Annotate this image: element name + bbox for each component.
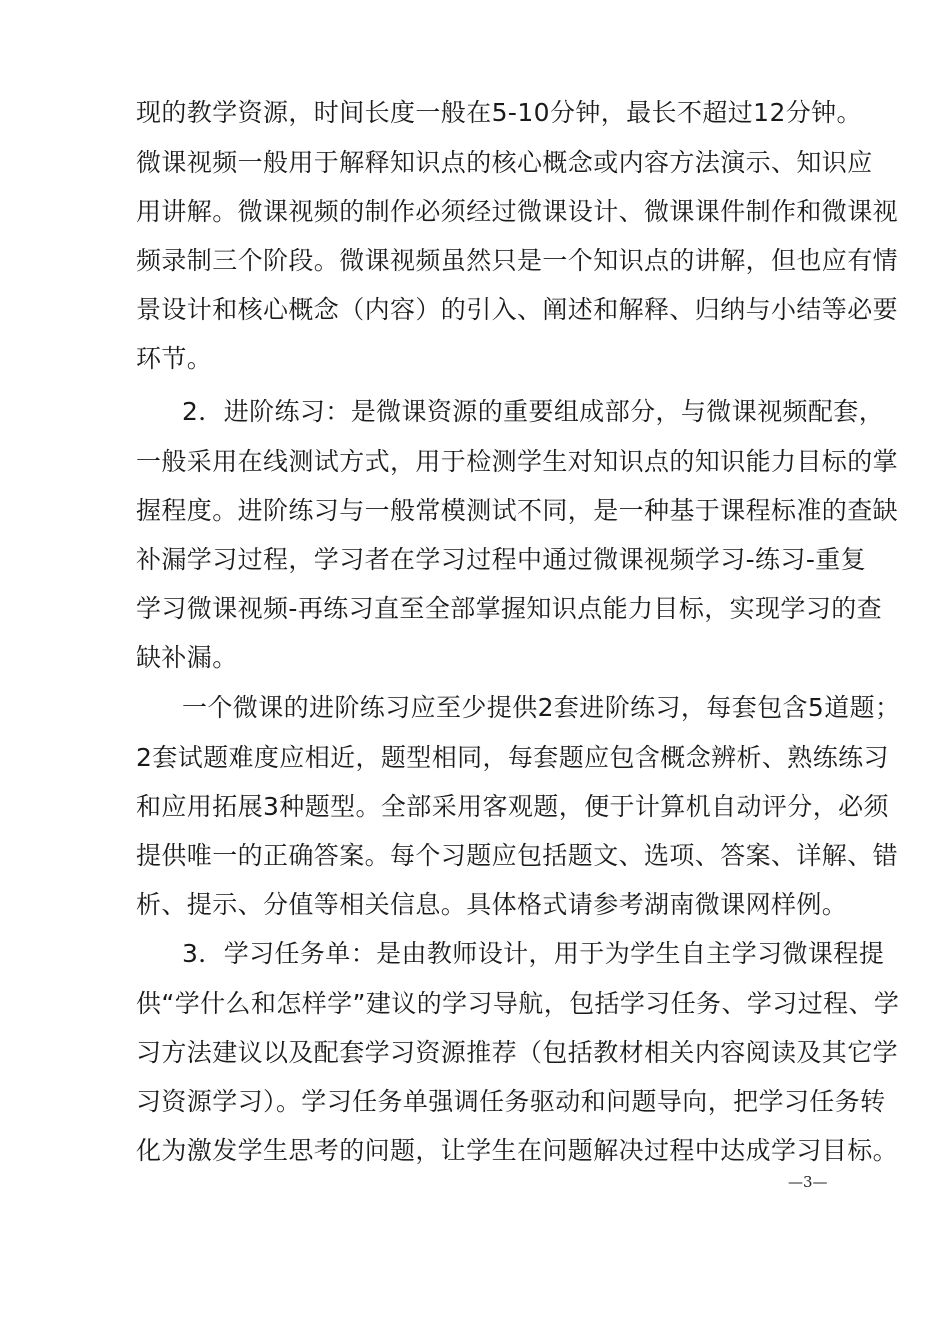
text-line: 2．进阶练习：是微课资源的重要组成部分，与微课视频配套， [182,397,885,426]
text-line: 环节。 [136,344,213,373]
text-line: 补漏学习过程，学习者在学习过程中通过微课视频学习-练习-重复 [136,545,867,574]
text-line: 频录制三个阶段。微课视频虽然只是一个知识点的讲解，但也应有情 [136,246,899,275]
text-line: 一般采用在线测试方式，用于检测学生对知识点的知识能力目标的掌 [136,447,899,476]
text-line: 现的教学资源，时间长度一般在5-10分钟，最长不超过12分钟。 [136,98,862,127]
text-line: 学习微课视频-再练习直至全部掌握知识点能力目标，实现学习的查 [136,594,883,623]
text-line: 2套试题难度应相近，题型相同，每套题应包含概念辨析、熟练练习 [136,743,889,772]
text-line: 微课视频一般用于解释知识点的核心概念或内容方法演示、知识应 [136,148,873,177]
text-line: 习资源学习）。学习任务单强调任务驱动和问题导向，把学习任务转 [136,1087,886,1116]
text-line: 和应用拓展3种题型。全部采用客观题，便于计算机自动评分，必须 [136,792,889,821]
text-line: 提供唯一的正确答案。每个习题应包括题文、选项、答案、详解、错 [136,841,899,870]
text-line: 握程度。进阶练习与一般常模测试不同，是一种基于课程标准的查缺 [136,496,899,525]
text-line: 一个微课的进阶练习应至少提供2套进阶练习，每套包含5道题； [182,693,901,722]
text-line: 供“学什么和怎样学”建议的学习导航，包括学习任务、学习过程、学 [136,989,900,1018]
text-line: 景设计和核心概念（内容）的引入、阐述和解释、归纳与小结等必要 [136,295,899,324]
page-number: —3— [788,1173,828,1191]
text-line: 用讲解。微课视频的制作必须经过微课设计、微课课件制作和微课视 [136,197,899,226]
text-line: 化为激发学生思考的问题，让学生在问题解决过程中达成学习目标。 [136,1136,899,1165]
text-line: 习方法建议以及配套学习资源推荐（包括教材相关内容阅读及其它学 [136,1038,899,1067]
text-line: 3．学习任务单：是由教师设计，用于为学生自主学习微课程提 [182,939,885,968]
text-line: 析、提示、分值等相关信息。具体格式请参考湖南微课网样例。 [136,890,848,919]
text-line: 缺补漏。 [136,643,238,672]
